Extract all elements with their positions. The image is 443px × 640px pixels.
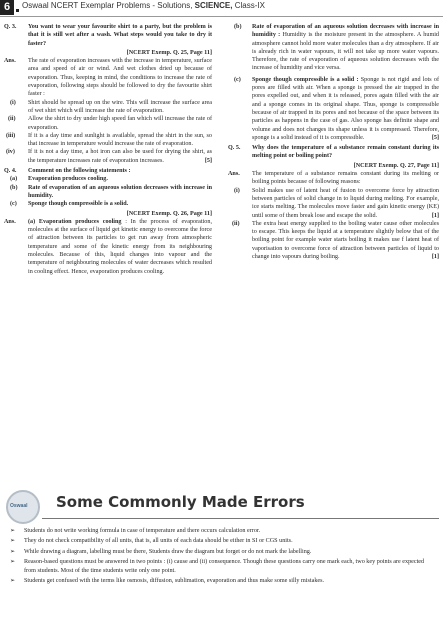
q3-point-1 (4, 99, 212, 116)
errors-rule (42, 518, 439, 519)
point-body: The extra heat energy supplied to the boiling water cause other molecules to escape. This keeps the liquid at a temperature slightly below that of the boiling point for example water starts boiling it makes use f latent heat of vaporisation to overcome force of attraction between particles of liquid to change into vapours during boiling. (252, 220, 439, 261)
error-text: Reason-based questions must be answered in two points : (i) cause and (ii) consequence. Though these questions carry one mark each, two key points are expected from students. Most of the time students write only one point. (24, 559, 425, 574)
oswaal-badge-icon (6, 490, 40, 524)
q4-statement-a (4, 175, 212, 183)
error-item (4, 537, 436, 545)
right-column (228, 23, 439, 261)
q5-answer (228, 170, 439, 187)
errors-list (4, 527, 436, 587)
q4-answer-c-text (252, 76, 439, 142)
q3-reference: [NCERT Exemp. Q. 25, Page 11] (126, 49, 212, 56)
answer-letter: (c) (234, 76, 241, 83)
statement-letter: (b) (10, 184, 18, 191)
point-number: (ii) (8, 116, 16, 123)
q5-answer-text: The temperature of a substance remains constant during its melting or boiling points because of following reasons: (252, 171, 439, 186)
q3-label: Q. 3. (4, 24, 17, 30)
answer-body: Humidity is the moisture present in the atmosphere. A humid atmosphere cannot hold more water molecules than a dry atmosphere. If air is already rich in water vapours, it will not take up more water vapours. Therefore, the rate of evaporation of aqueous solution decreases with the increase of humidity and vice versa. (252, 32, 439, 72)
point-text: Shirt should be spread up on the wire. This will increase the surface area of wet shirt which will increase the rate of evaporation. (28, 99, 212, 114)
q5-reference: [NCERT Exemp. Q. 27, Page 11] (353, 162, 439, 169)
point-text (28, 148, 212, 165)
q3-ans-label: Ans. (4, 58, 16, 65)
header-title (22, 1, 265, 10)
q3-point-2 (4, 115, 212, 132)
page-number: 6 (0, 0, 14, 15)
answer-body: Sponge is not rigid and lots of pores are filled with air. When a sponge is pressed the air trapped in the pores expelled out, and when it is released, pores again filled with the air and a sponge comes in its original shape. Thus, sponge is compressible because of air trapped in its pores and not because of the space between its particles as happens in the case of gas. Also sponge has definite shape and volume and does not changes its shape unless it is compressed. Therefore, sponge is a solid instead of it is compressible. (252, 76, 439, 141)
errors-title: Some Commonly Made Errors (56, 493, 305, 511)
point-body: If it is not a day time, a hot iron can also be used for drying the shirt, as the temperature increases rate of evaporation increases. (28, 149, 212, 164)
header-subject: SCIENCE, (194, 1, 233, 10)
q4-answer-a (4, 218, 212, 276)
q4-text: Comment on the following statements : (28, 168, 131, 175)
error-item (4, 527, 436, 535)
book-title: Oswaal NCERT Exemplar Problems - Solutions, (22, 1, 193, 10)
q3-point-3 (4, 132, 212, 149)
q4-reference: [NCERT Exemp. Q. 26, Page 11] (126, 210, 212, 217)
q4-label: Q. 4. (4, 168, 17, 175)
q3-answer (4, 57, 212, 98)
error-text: While drawing a diagram, labelling must be there, Students draw the diagram but forget or do not mark the labelling. (24, 548, 312, 555)
q3-text: You want to wear your favourite shirt to a party, but the problem is that it is still wet after a wash. What steps would you take to dry it faster? (28, 24, 212, 47)
page-header (0, 0, 443, 15)
answer-body: : In the process of evaporation, molecules at the surface of liquid get kinetic energy to overcome the force of attraction between its particles to get run away from atmospheric temperature and some of the kinetic energy from its neighbouring molecules. Because of this, liquid changes into vapour and the temperature of neighbouring molecules of water decreases which resulted in cooling effect. Hence, evaporation produces cooling. (28, 218, 212, 275)
answer-heading: Rate of evaporation of an aqueous solution decreases with increase in humidity : (252, 24, 439, 39)
q4-answer-b-text (252, 23, 439, 73)
arrow-bullet-icon: ➢ (10, 537, 16, 545)
q4-answer-a-text (28, 218, 212, 276)
q4-answer-c (228, 76, 439, 142)
answer-heading: Sponge though compressible is a solid : (252, 76, 359, 83)
point-number: (iii) (6, 132, 16, 139)
header-class: Class-IX (234, 1, 265, 10)
arrow-bullet-icon: ➢ (10, 577, 16, 585)
point-number: (ii) (232, 220, 240, 227)
point-number: (iv) (6, 149, 15, 156)
marks-badge: [1] (431, 254, 439, 261)
q4-answer-b (228, 23, 439, 73)
q5-point-1 (228, 187, 439, 220)
badge-text: Oswaal (10, 503, 28, 509)
point-number: (i) (234, 187, 240, 194)
q5-ans-label: Ans. (228, 171, 240, 178)
point-text (252, 187, 439, 220)
marks-badge: [5] (204, 157, 212, 164)
question-3 (4, 23, 212, 57)
point-text (252, 220, 439, 261)
statement-text: Rate of evaporation of an aqueous solution decreases with increase in humidity. (28, 184, 212, 199)
question-4 (4, 167, 212, 175)
error-item (4, 548, 436, 556)
error-item (4, 577, 436, 585)
q3-answer-text: The rate of evaporation increases with the increase in temperature, surface area and speed of air or wind. And wet clothes dried up because of evaporation. Thus, keeping in mind, the conditions to increase the rate of evaporation, following steps should be followed to dry the favourite shirt faster : (28, 58, 212, 98)
point-text: Allow the shirt to dry under high speed fan which will increase the rate of evaporation. (28, 116, 212, 131)
error-text: They do not check compatibility of all units, that is, all units of each data should be either in SI or CGS units. (24, 538, 293, 545)
marks-badge: [1] (431, 212, 439, 219)
point-body: Solid makes use of latent heat of fusion to overcome force by attraction between particles of solid change in to liquid during melting. For example, ice starts melting. The molecules move faster and gain kinetic energy (KE) until some of them break lose and escape the solid. (252, 187, 439, 219)
statement-letter: (a) (10, 176, 18, 183)
question-5 (228, 144, 439, 170)
statement-letter: (c) (10, 201, 17, 208)
error-text: Students get confused with the terms like osmosis, diffusion, sublimation, evaporation and thus make some silly mistakes. (24, 578, 325, 585)
header-separator (16, 9, 19, 12)
header-rule (0, 16, 443, 17)
statement-text: Evaporation produces cooling. (28, 176, 108, 183)
answer-letter: (b) (234, 24, 242, 30)
point-number: (i) (10, 99, 16, 106)
arrow-bullet-icon: ➢ (10, 558, 16, 566)
marks-badge: [5] (431, 134, 439, 141)
q3-point-4 (4, 148, 212, 165)
q4-statement-b (4, 184, 212, 201)
q5-text: Why does the temperature of a substance remain constant during its melting point or boiling point? (252, 145, 439, 160)
q5-point-2 (228, 220, 439, 261)
statement-text: Sponge though compressible is a solid. (28, 201, 129, 208)
arrow-bullet-icon: ➢ (10, 547, 16, 555)
q4-ans-label: Ans. (4, 218, 16, 225)
answer-heading: (a) Evaporation produces cooling (28, 218, 122, 225)
error-text: Students do not write working formula in case of temperature and there occurs calculation error. (24, 528, 261, 534)
q5-label: Q. 5. (228, 145, 241, 152)
q4-statement-c (4, 200, 212, 208)
error-item (4, 558, 436, 575)
point-text: If it is a day time and sunlight is available, spread the shirt in the sun, so that increase in temperature would increase the rate of evaporation. (28, 132, 212, 148)
left-column (4, 23, 212, 276)
arrow-bullet-icon: ➢ (10, 527, 16, 534)
